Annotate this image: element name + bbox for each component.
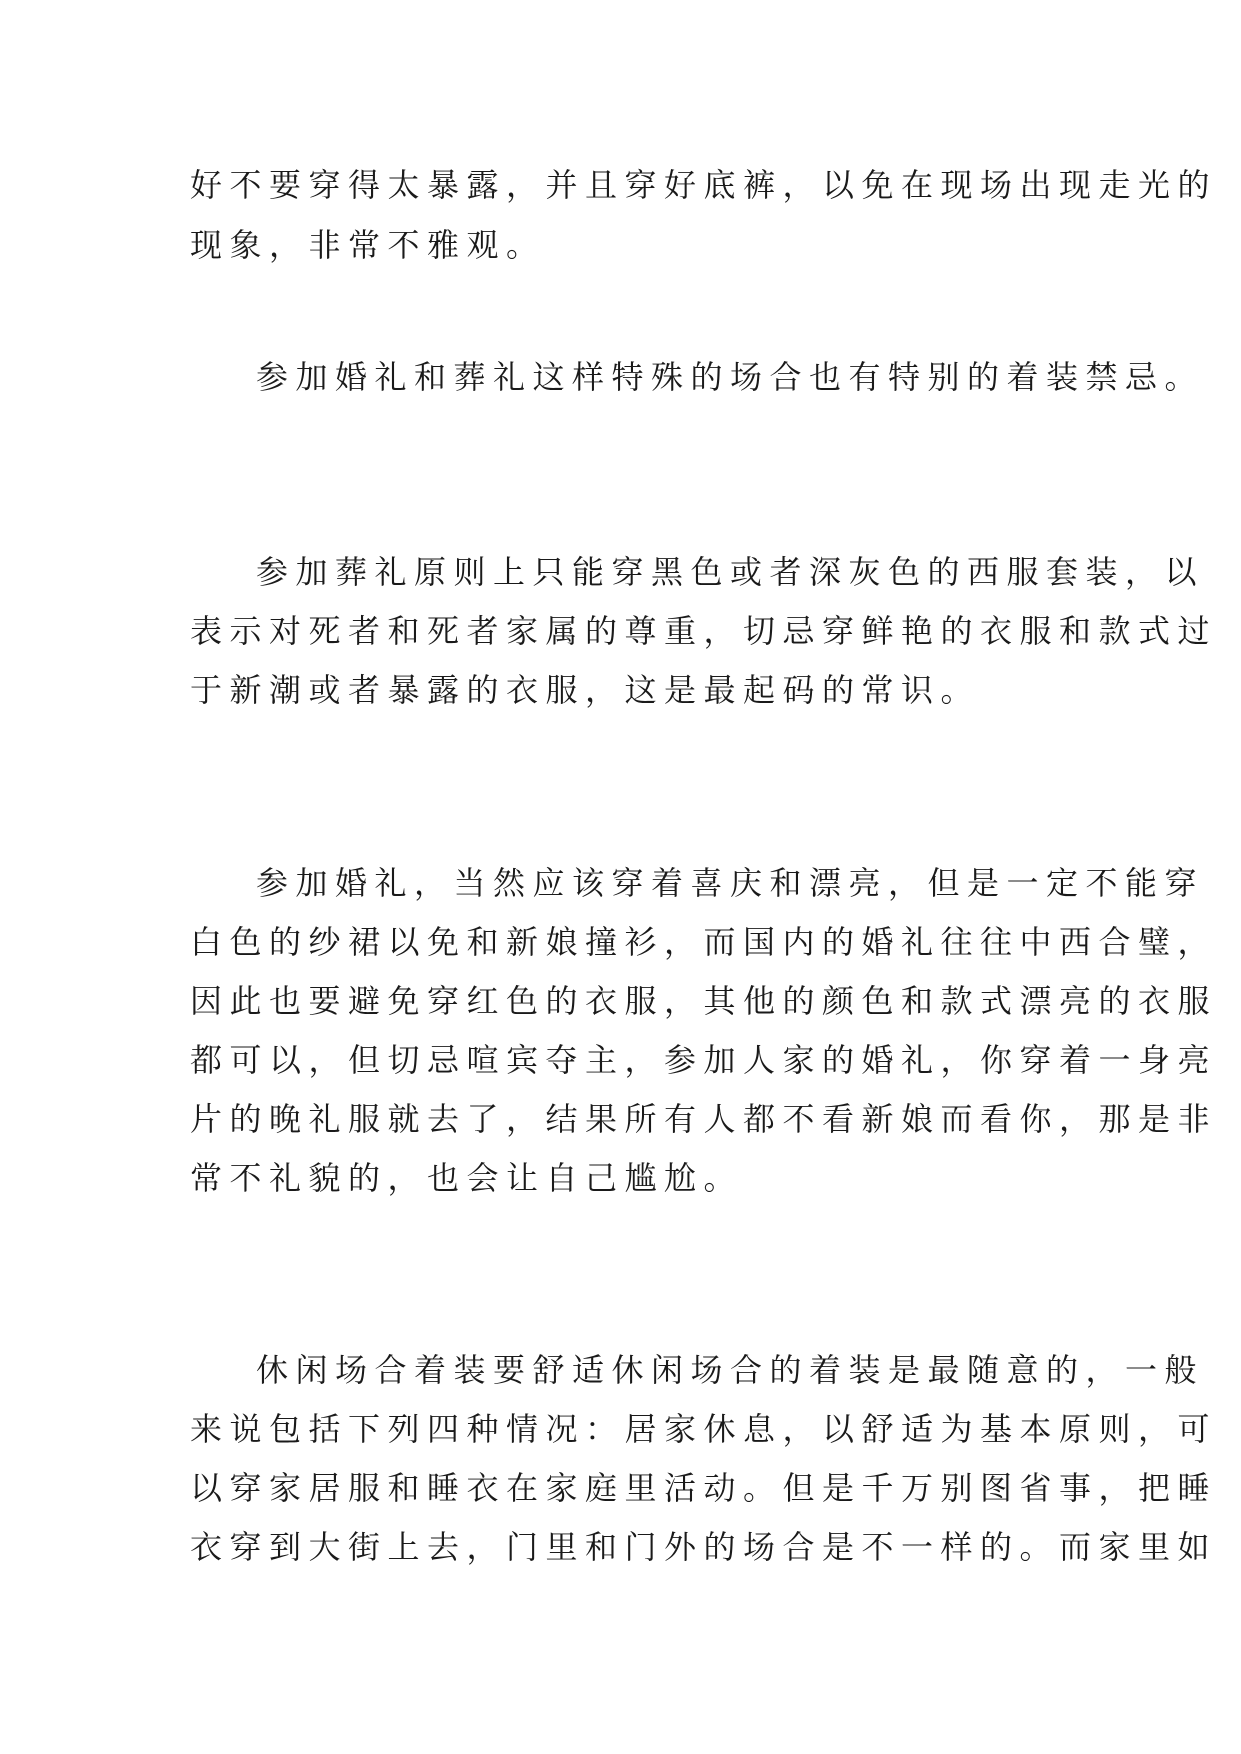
paragraph-4-line-5: 片的晚礼服就去了，结果所有人都不看新娘而看你，那是非 bbox=[190, 1100, 1218, 1138]
paragraph-5-line-1: 休闲场合着装要舒适休闲场合的着装是最随意的，一般 bbox=[256, 1351, 1205, 1389]
paragraph-5-line-4: 衣穿到大街上去，门里和门外的场合是不一样的。而家里如 bbox=[190, 1528, 1218, 1566]
paragraph-4-line-6: 常不礼貌的，也会让自己尴尬。 bbox=[190, 1159, 744, 1197]
paragraph-1-line-1: 好不要穿得太暴露，并且穿好底裤，以免在现场出现走光的 bbox=[190, 166, 1218, 204]
paragraph-4-line-2: 白色的纱裙以免和新娘撞衫，而国内的婚礼往往中西合璧， bbox=[190, 923, 1218, 961]
paragraph-5-line-2: 来说包括下列四种情况：居家休息，以舒适为基本原则，可 bbox=[190, 1410, 1218, 1448]
paragraph-4-line-4: 都可以，但切忌喧宾夺主，参加人家的婚礼，你穿着一身亮 bbox=[190, 1041, 1218, 1079]
paragraph-4-line-1: 参加婚礼，当然应该穿着喜庆和漂亮，但是一定不能穿 bbox=[256, 864, 1205, 902]
paragraph-3-line-1: 参加葬礼原则上只能穿黑色或者深灰色的西服套装，以 bbox=[256, 553, 1205, 591]
paragraph-2-line-1: 参加婚礼和葬礼这样特殊的场合也有特别的着装禁忌。 bbox=[256, 358, 1205, 396]
paragraph-3-line-3: 于新潮或者暴露的衣服，这是最起码的常识。 bbox=[190, 671, 981, 709]
paragraph-4-line-3: 因此也要避免穿红色的衣服，其他的颜色和款式漂亮的衣服 bbox=[190, 982, 1218, 1020]
paragraph-5-line-3: 以穿家居服和睡衣在家庭里活动。但是千万别图省事，把睡 bbox=[190, 1469, 1218, 1507]
paragraph-3-line-2: 表示对死者和死者家属的尊重，切忌穿鲜艳的衣服和款式过 bbox=[190, 612, 1218, 650]
paragraph-1-line-2: 现象，非常不雅观。 bbox=[190, 226, 546, 264]
